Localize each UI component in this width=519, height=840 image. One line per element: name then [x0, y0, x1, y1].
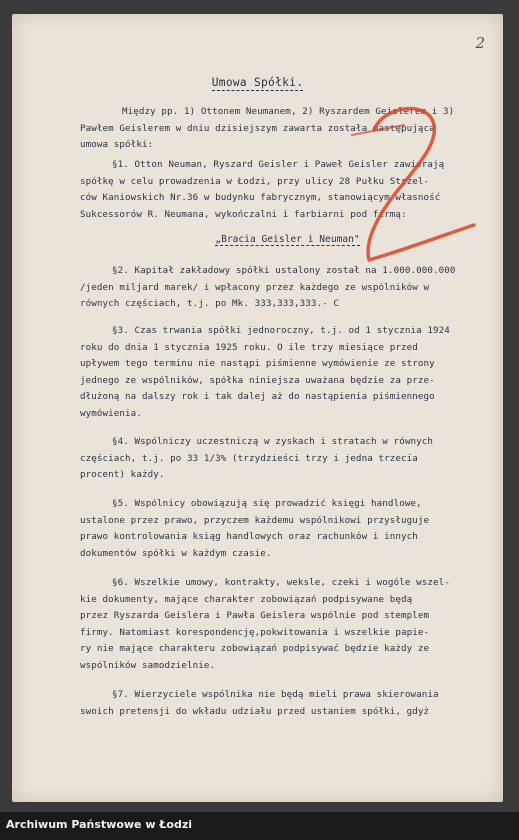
text-line: §4. Wspólniczy uczestniczą w zyskach i stratach w równych [112, 436, 433, 447]
document-title [12, 76, 503, 89]
text-line: równych częściach, t.j. po Mk. 333,333,333.- C [80, 298, 340, 310]
text-line: ców Kaniowskich Nr.36 w budynku fabrycznym, stanowiącym własność [80, 192, 441, 204]
paragraph-7 [80, 687, 500, 720]
text-line: roku do dnia 1 stycznia 1925 roku. O ile trzy miesiące przed [80, 341, 418, 353]
text-line: firmy. Natomiast korespondencję,pokwitowania i wszelkie papie- [80, 626, 430, 638]
text-line: procent) każdy. [80, 469, 165, 481]
text-line: §5. Wspólnicy obowiązują się prowadzić księgi handlowe, [112, 498, 422, 509]
document-page [12, 14, 503, 802]
text-line: kie dokumenty, mające charakter zobowiązań podpisywane będą [80, 593, 413, 605]
text-line: umowa spółki: [80, 139, 154, 151]
paragraph-5 [80, 496, 500, 562]
text-line: ustalone przez prawo, przyczem każdemu wspólnikowi przysługuje [80, 514, 430, 526]
text-line: wymówienia. [80, 407, 142, 419]
text-line: /jeden miljard marek/ i wpłacony przez każdego ze wspólników w [80, 281, 430, 293]
paragraph-3 [80, 323, 500, 423]
text-line: ry nie mające charakteru zobowiązań podpisywać będzie każdy ze [80, 643, 430, 655]
firm-name-text: „Bracia Geisler i Neuman" [215, 234, 360, 245]
document-title-text: Umowa Spółki. [211, 76, 304, 89]
text-line: przez Ryszarda Geislera i Pawła Geislera wspólnie pod stemplem [80, 610, 430, 622]
text-line: Sukcessorów R. Neumana, wykończalni i farbiarni pod firmą: [80, 208, 407, 220]
text-line: swoich pretensji do wkładu udziału przed ustaniem spółki, gdyż [80, 705, 430, 717]
text-line: §7. Wierzyciele wspólnika nie będą mieli prawa skierowania [112, 689, 439, 700]
text-line: §6. Wszelkie umowy, kontrakty, weksle, czeki i wogóle wszel- [112, 577, 450, 588]
paragraph-6 [80, 575, 500, 675]
red-pencil-mark [334, 100, 484, 280]
text-line: jednego ze wspólników, spółka niniejsza uważana będzie za prze- [80, 374, 435, 386]
text-line: wspólników samodzielnie. [80, 659, 216, 671]
text-line: Pawłem Geislerem w dniu dzisiejszym zawarta została następująca [80, 122, 435, 134]
page-number: 2 [475, 34, 485, 52]
text-line: upływem tego terminu nie nastąpi piśmienne wymówienie ze strony [80, 358, 435, 370]
text-line: częściach, t.j. po 33 1/3% (trzydzieści trzy i jedna trzecia [80, 452, 418, 464]
archive-caption: Archiwum Państwowe w Łodzi [6, 818, 193, 831]
text-line: dłużoną na dalszy rok i tak dalej aż do nastąpienia piśmiennego [80, 391, 435, 403]
paragraph-4 [80, 434, 500, 484]
text-line: §3. Czas trwania spółki jednoroczny, t.j. od 1 stycznia 1924 [112, 325, 450, 336]
text-line: Między pp. 1) Ottonem Neumanem, 2) Ryszardem Geislerem i 3) [122, 106, 455, 117]
text-line: dokumentów spółki w każdym czasie. [80, 547, 272, 559]
text-line: §1. Otton Neuman, Ryszard Geisler i Paweł Geisler zawierają [112, 159, 445, 170]
text-line: spółkę w celu prowadzenia w Łodzi, przy ulicy 28 Pułku Strzel- [80, 175, 430, 187]
text-line: §2. Kapitał zakładowy spółki ustalony został na 1.000.000.000 [112, 265, 456, 276]
text-line: prawo kontrolowania ksiąg handlowych oraz rachunków i innych [80, 531, 418, 543]
